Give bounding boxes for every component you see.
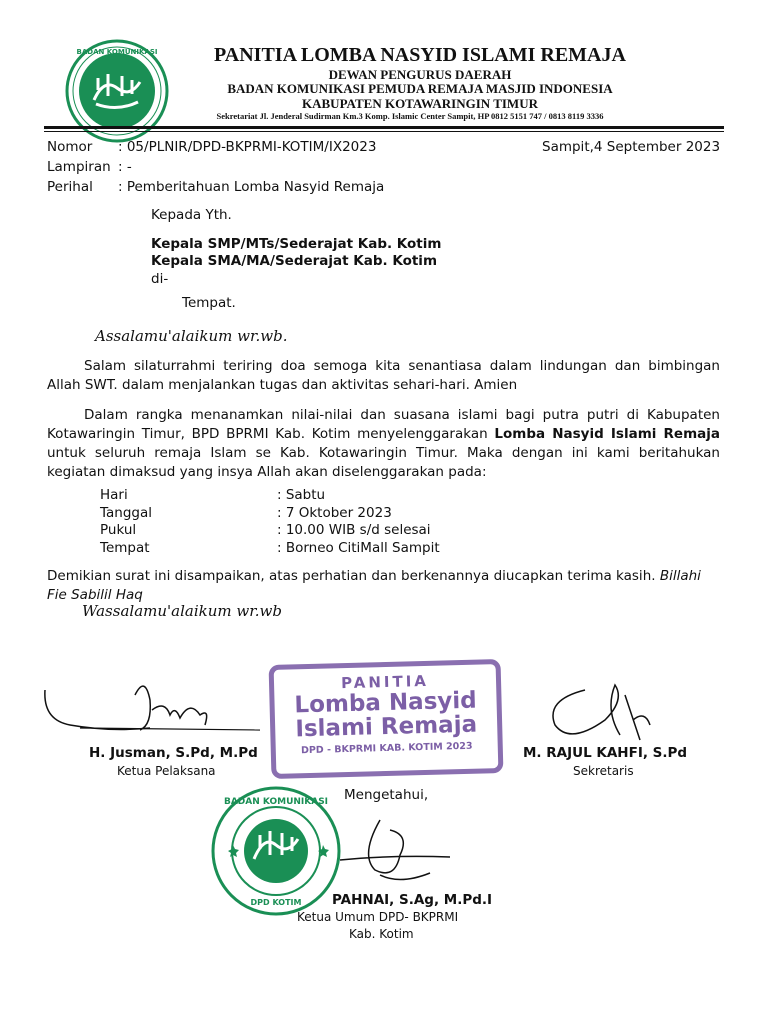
left-signatory-name: H. Jusman, S.Pd, M.Pd bbox=[89, 745, 258, 761]
closing-italic: Billahi Fie Sabilil Haq bbox=[47, 568, 701, 603]
recipient-greeting: Kepada Yth. bbox=[151, 207, 232, 223]
paragraph-2 bbox=[47, 406, 720, 482]
left-signatory-role: Ketua Pelaksana bbox=[117, 764, 216, 778]
paragraph-1-text: Salam silaturrahmi teriring doa semoga kita senantiasa dalam lindungan dan bimbingan Allah SWT. dalam menjalankan tugas dan aktivitas sehari-hari. Amien bbox=[47, 358, 720, 393]
recipient-line-2: Kepala SMA/MA/Sederajat Kab. Kotim bbox=[151, 253, 438, 269]
closing-salam: Wassalamu'alaikum wr.wb bbox=[82, 602, 282, 620]
signature-left bbox=[40, 670, 270, 750]
opening-salam: Assalamu'alaikum wr.wb. bbox=[95, 327, 288, 345]
center-signatory-name: PAHNAI, S.Ag, M.Pd.I bbox=[332, 892, 493, 908]
svg-text:BADAN KOMUNIKASI: BADAN KOMUNIKASI bbox=[223, 797, 329, 807]
paragraph-1 bbox=[47, 357, 720, 395]
recipient-line-3: di- bbox=[151, 271, 169, 287]
schedule-label: Tempat bbox=[100, 540, 150, 556]
recipient-line-4: Tempat. bbox=[182, 295, 236, 311]
stamp-line-3: Islami Remaja bbox=[295, 711, 478, 743]
perihal-label: Perihal bbox=[47, 179, 93, 195]
closing-text: Demikian surat ini disampaikan, atas perhatian dan berkenannya diucapkan terima kasih. bbox=[47, 568, 660, 584]
org-address: Sekretariat Jl. Jenderal Sudirman Km.3 Komp. Islamic Center Sampit, HP 0812 5151 747 / 0813 8119 3336 bbox=[216, 111, 604, 121]
stamp-line-4: DPD - BKPRMI KAB. KOTIM 2023 bbox=[300, 740, 473, 757]
nomor-value: : 05/PLNIR/DPD-BKPRMI-KOTIM/IX2023 bbox=[118, 139, 377, 155]
perihal-value: : Pemberitahuan Lomba Nasyid Remaja bbox=[118, 179, 385, 195]
org-subtitle-2: BADAN KOMUNIKASI PEMUDA REMAJA MASJID INDONESIA bbox=[227, 81, 613, 96]
committee-stamp bbox=[269, 659, 504, 779]
recipient-line-1: Kepala SMP/MTs/Sederajat Kab. Kotim bbox=[151, 236, 442, 252]
svg-text:DPD KOTIM: DPD KOTIM bbox=[250, 898, 302, 907]
mengetahui-label: Mengetahui, bbox=[344, 787, 429, 803]
lampiran-value: : - bbox=[118, 159, 132, 175]
nomor-label: Nomor bbox=[47, 139, 93, 155]
org-subtitle-1: DEWAN PENGURUS DAERAH bbox=[328, 67, 512, 82]
schedule-value: : Sabtu bbox=[277, 487, 326, 503]
schedule-label: Pukul bbox=[100, 522, 137, 538]
schedule-value: : 7 Oktober 2023 bbox=[277, 505, 392, 521]
svg-text:BADAN KOMUNIKASI: BADAN KOMUNIKASI bbox=[76, 48, 158, 56]
schedule-value: : Borneo CitiMall Sampit bbox=[277, 540, 440, 556]
schedule-label: Tanggal bbox=[100, 505, 153, 521]
center-signatory-role-2: Kab. Kotim bbox=[349, 927, 414, 941]
right-signatory-role: Sekretaris bbox=[573, 764, 634, 778]
stamp-line-2: Lomba Nasyid bbox=[294, 687, 477, 719]
right-signatory-name: M. RAJUL KAHFI, S.Pd bbox=[523, 745, 688, 761]
lampiran-label: Lampiran bbox=[47, 159, 111, 175]
stamp-line-1: PANITIA bbox=[340, 671, 430, 693]
letterhead-divider-thin bbox=[44, 131, 724, 132]
center-signatory-role-1: Ketua Umum DPD- BKPRMI bbox=[297, 910, 459, 924]
paragraph-2-text-b: untuk seluruh remaja Islam se Kab. Kotawaringin Timur. Maka dengan ini kami beritahukan kegiatan dimaksud yang insya Allah akan diselenggarakan pada: bbox=[47, 445, 720, 480]
schedule-label: Hari bbox=[100, 487, 128, 503]
signature-center bbox=[320, 815, 460, 895]
place-date: Sampit,4 September 2023 bbox=[542, 139, 721, 155]
paragraph-2-emphasis: Lomba Nasyid Islami Remaja bbox=[494, 426, 720, 442]
signature-right bbox=[545, 680, 675, 750]
paragraph-2-text-a: Dalam rangka menanamkan nilai-nilai dan suasana islami bagi putra putri di Kabupaten Kotawaringin Timur, BPD BPRMI Kab. Kotim menyelenggarakan bbox=[47, 407, 720, 442]
closing-paragraph bbox=[47, 567, 725, 605]
schedule-value: : 10.00 WIB s/d selesai bbox=[277, 522, 431, 538]
org-title: PANITIA LOMBA NASYID ISLAMI REMAJA bbox=[214, 44, 626, 66]
letterhead-divider bbox=[44, 126, 724, 129]
org-subtitle-3: KABUPATEN KOTAWARINGIN TIMUR bbox=[302, 96, 538, 111]
